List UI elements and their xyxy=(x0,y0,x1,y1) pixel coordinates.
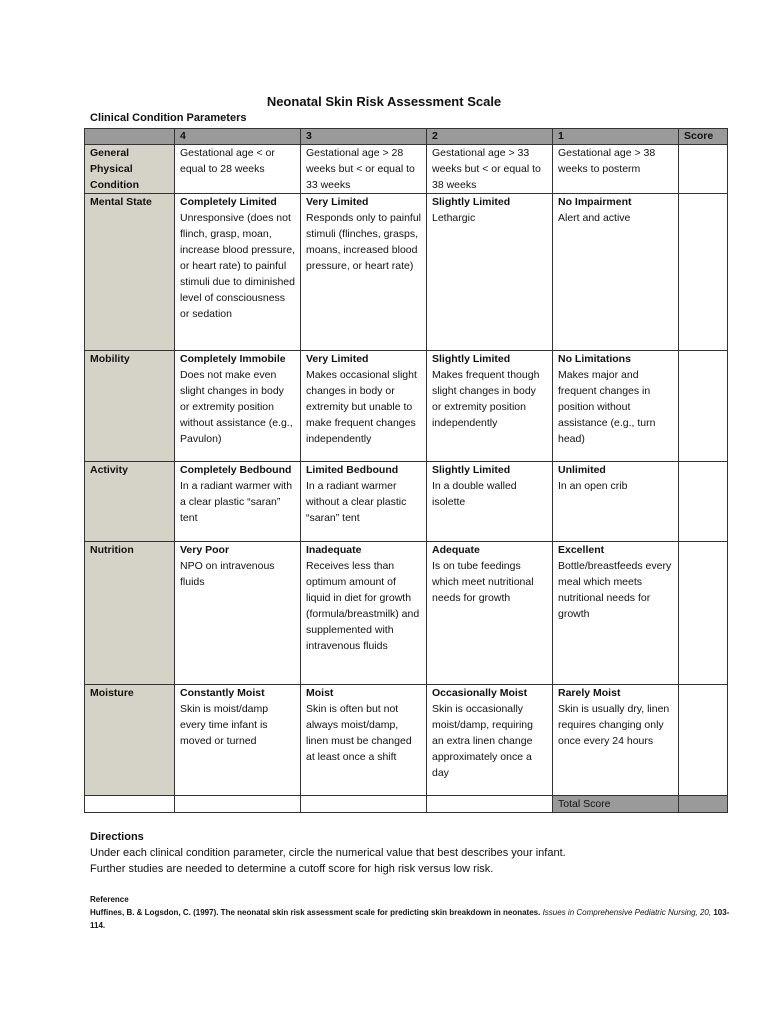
score-level-cell xyxy=(427,145,553,194)
level-description: Gestational age > 33 weeks but < or equal to 38 weeks xyxy=(432,147,541,191)
score-level-cell xyxy=(553,351,679,462)
score-level-cell xyxy=(301,194,427,351)
level-label: No Limitations xyxy=(558,353,631,365)
level-description: Unresponsive (does not flinch, grasp, moan, increase blood pressure, or heart rate) to painful stimuli due to diminished level of consciousness or sedation xyxy=(180,212,295,320)
risk-assessment-table xyxy=(84,128,728,813)
score-level-cell xyxy=(427,462,553,542)
parameter-cell: Moisture xyxy=(85,685,175,796)
score-level-cell xyxy=(175,542,301,685)
parameter-cell: Nutrition xyxy=(85,542,175,685)
level-label: Completely Limited xyxy=(180,196,277,208)
score-cell[interactable] xyxy=(679,351,728,462)
level-description: In a radiant warmer with a clear plastic “saran” tent xyxy=(180,480,293,524)
header-cell-score: Score xyxy=(679,129,728,145)
level-description: Receives less than optimum amount of liquid in diet for growth (formula/breastmilk) and supplemented with intravenous fluids xyxy=(306,560,420,652)
score-level-cell xyxy=(427,685,553,796)
level-description: Gestational age < or equal to 28 weeks xyxy=(180,147,275,175)
score-cell[interactable] xyxy=(679,542,728,685)
level-label: Slightly Limited xyxy=(432,353,511,365)
header-cell: 2 xyxy=(427,129,553,145)
level-description: Does not make even slight changes in body or extremity position without assistance (e.g., Pavulon) xyxy=(180,369,293,445)
directions-line: Under each clinical condition parameter, circle the numerical value that best describes your infant. xyxy=(90,847,566,859)
level-label: Slightly Limited xyxy=(432,464,511,476)
score-level-cell xyxy=(175,685,301,796)
parameter-cell: General Physical Condition xyxy=(85,145,175,194)
directions-heading: Directions xyxy=(90,831,144,843)
total-score-label: Total Score xyxy=(553,796,679,813)
level-label: Completely Bedbound xyxy=(180,464,292,476)
page-title: Neonatal Skin Risk Assessment Scale xyxy=(266,94,502,109)
table-row xyxy=(85,145,728,194)
level-description: Skin is occasionally moist/damp, requiring an extra linen change approximately once a day xyxy=(432,703,533,779)
score-level-cell xyxy=(553,462,679,542)
level-description: Is on tube feedings which meet nutritional needs for growth xyxy=(432,560,534,604)
level-label: Very Limited xyxy=(306,196,369,208)
level-description: Alert and active xyxy=(558,212,631,224)
level-description: Skin is often but not always moist/damp, linen must be changed at least once a shift xyxy=(306,703,412,763)
level-label: Very Poor xyxy=(180,544,230,556)
score-level-cell xyxy=(553,542,679,685)
score-level-cell xyxy=(175,194,301,351)
table-row xyxy=(85,194,728,351)
level-label: Limited Bedbound xyxy=(306,464,399,476)
table-row xyxy=(85,542,728,685)
reference-citation xyxy=(90,906,730,932)
level-description: In a double walled isolette xyxy=(432,480,517,508)
score-level-cell xyxy=(301,351,427,462)
score-level-cell xyxy=(175,145,301,194)
parameter-cell: Activity xyxy=(85,462,175,542)
score-level-cell xyxy=(427,542,553,685)
level-description: Bottle/breastfeeds every meal which meets nutritional needs for growth xyxy=(558,560,672,620)
level-description: Skin is usually dry, linen requires changing only once every 24 hours xyxy=(558,703,670,747)
level-description: In a radiant warmer without a clear plastic “saran” tent xyxy=(306,480,407,524)
directions-section xyxy=(90,829,730,877)
level-description: Skin is moist/damp every time infant is moved or turned xyxy=(180,703,269,747)
citation-pages: 103-114. xyxy=(90,908,730,930)
score-cell[interactable] xyxy=(679,145,728,194)
total-row xyxy=(85,796,728,813)
score-level-cell xyxy=(175,462,301,542)
empty-cell xyxy=(175,796,301,813)
reference-section xyxy=(90,893,730,932)
parameter-cell: Mobility xyxy=(85,351,175,462)
level-label: Completely Immobile xyxy=(180,353,286,365)
empty-cell xyxy=(301,796,427,813)
level-label: Unlimited xyxy=(558,464,606,476)
level-label: Excellent xyxy=(558,544,605,556)
level-description: Lethargic xyxy=(432,212,476,224)
score-level-cell xyxy=(553,145,679,194)
level-label: Inadequate xyxy=(306,544,362,556)
table-subtitle: Clinical Condition Parameters xyxy=(90,112,247,124)
citation-authors-title: Huffines, B. & Logsdon, C. (1997). The neonatal skin risk assessment scale for predicting skin breakdown in neonates. xyxy=(90,908,541,917)
citation-journal: Issues in Comprehensive Pediatric Nursing, 20, xyxy=(542,908,712,917)
score-cell[interactable] xyxy=(679,685,728,796)
score-level-cell xyxy=(553,194,679,351)
level-label: Moist xyxy=(306,687,334,699)
level-label: Rarely Moist xyxy=(558,687,621,699)
level-label: No Impairment xyxy=(558,196,632,208)
score-level-cell xyxy=(301,145,427,194)
level-label: Occasionally Moist xyxy=(432,687,528,699)
score-level-cell xyxy=(427,194,553,351)
score-level-cell xyxy=(553,685,679,796)
empty-cell xyxy=(85,796,175,813)
header-cell: 1 xyxy=(553,129,679,145)
score-level-cell xyxy=(301,685,427,796)
header-cell: 3 xyxy=(301,129,427,145)
level-label: Slightly Limited xyxy=(432,196,511,208)
level-description: Makes frequent though slight changes in body or extremity position independently xyxy=(432,369,540,429)
table-row xyxy=(85,462,728,542)
level-description: Responds only to painful stimuli (flinches, grasps, moans, increased blood pressure, or heart rate) xyxy=(306,212,421,272)
level-description: Makes major and frequent changes in position without assistance (e.g., turn head) xyxy=(558,369,656,445)
directions-line: Further studies are needed to determine a cutoff score for high risk versus low risk. xyxy=(90,863,494,875)
level-description: Makes occasional slight changes in body or extremity but unable to make frequent changes independently xyxy=(306,369,417,445)
level-label: Very Limited xyxy=(306,353,369,365)
level-description: NPO on intravenous fluids xyxy=(180,560,275,588)
total-score-cell[interactable] xyxy=(679,796,728,813)
parameter-cell: Mental State xyxy=(85,194,175,351)
level-label: Constantly Moist xyxy=(180,687,265,699)
table-row xyxy=(85,351,728,462)
header-cell: 4 xyxy=(175,129,301,145)
score-cell[interactable] xyxy=(679,194,728,351)
empty-cell xyxy=(427,796,553,813)
level-description: In an open crib xyxy=(558,480,628,492)
level-label: Adequate xyxy=(432,544,480,556)
reference-heading: Reference xyxy=(90,895,129,904)
score-level-cell xyxy=(301,462,427,542)
header-cell xyxy=(85,129,175,145)
table-row xyxy=(85,685,728,796)
score-level-cell xyxy=(301,542,427,685)
level-description: Gestational age > 28 weeks but < or equal to 33 weeks xyxy=(306,147,415,191)
score-cell[interactable] xyxy=(679,462,728,542)
score-level-cell xyxy=(175,351,301,462)
score-level-cell xyxy=(427,351,553,462)
table-header-row xyxy=(85,129,728,145)
level-description: Gestational age > 38 weeks to posterm xyxy=(558,147,656,175)
